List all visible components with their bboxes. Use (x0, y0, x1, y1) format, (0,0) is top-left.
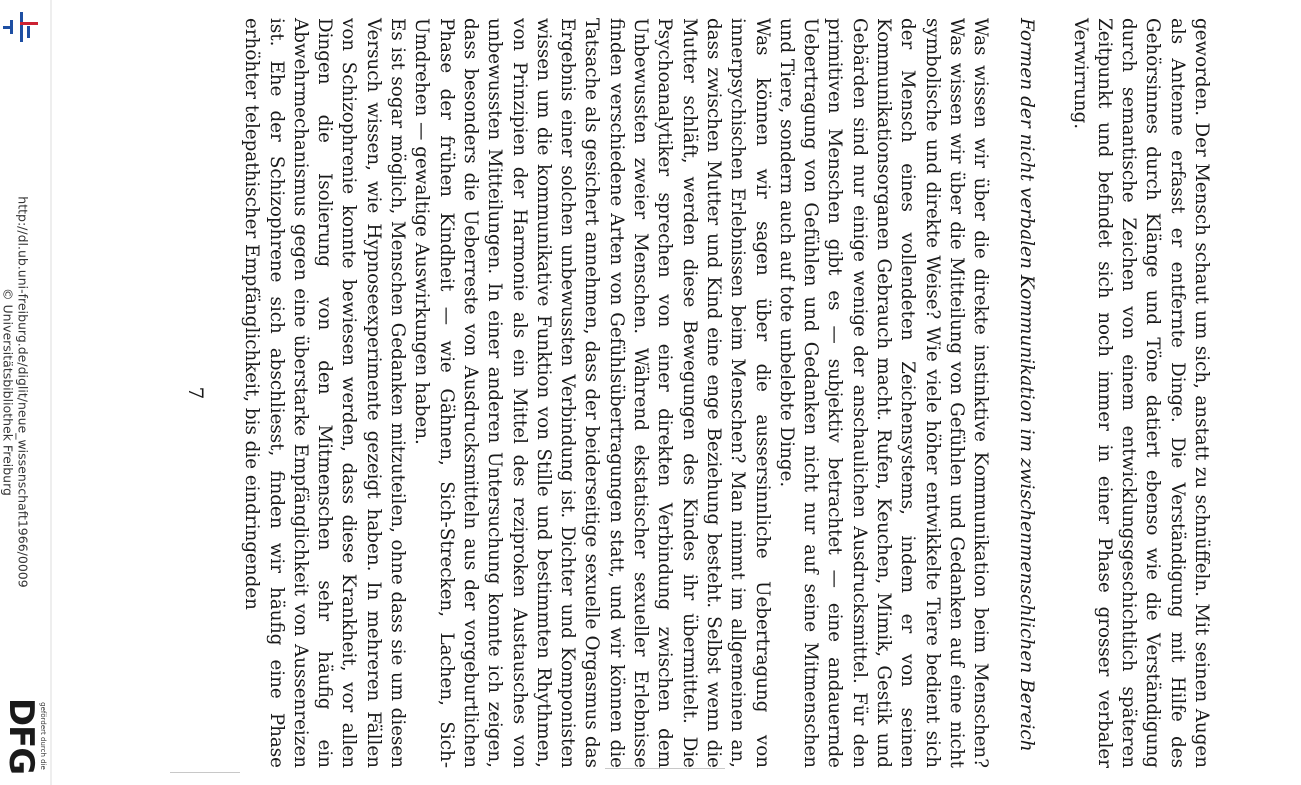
funder-caption: gefördert durch die (39, 702, 47, 770)
page-content-rotated (143, 18, 1243, 768)
body-paragraph-3: Es ist sogar möglich, Menschen Gedanken mitzuteilen, ohne dass sie um diesen Versuch wissen, wie Hypnoseexperimente gezeigt haben. In mehreren Fällen von Schizophrenie konnte bewiesen werden, dass diese Krankheit, vor allen Dingen die Isolierung von den Mitmenschen sehr häufig ein Abwehrmechanismus gegen eine überstarke Empfänglichkeit von Aussenreizen ist. Ehe der Schizophrene sich abschliesst, finden wir häufig eine Phase erhöhter telepathischer Empfänglichkeit, bis die eindringenden (240, 17, 408, 768)
scan-artifact-line (605, 768, 725, 769)
document-url[interactable]: http://dl.ub.uni-freiburg.de/diglit/neue_wissenschaft1966/0009 (15, 196, 31, 588)
scanned-page (90, 0, 1295, 785)
viewer-sidebar (0, 0, 50, 785)
body-paragraph-1: Was wissen wir über die direkte instinktive Kommunikation beim Menschen? Was wissen wir über die Mitteilung von Gefühlen und Gedanken auf eine nicht symbolische und direkte Weise? Wie viele höher entwikkelte Tiere bedient sich der Mensch eines vollendeten Zeichensystems, indem er von seinen Kommunikationsorganen Gebrauch macht. Rufen, Keuchen, Mimik, Gestik und Gebärden sind nur einige wenige der anschaulichen Ausdrucksmittel. Für den primitiven Menschen gibt es — subjektiv betrachtet — eine andauernde Uebertragung von Gefühlen und Gedanken nicht nur auf seine Mitmenschen und Tiere, sondern auch auf tote unbelebte Dinge. (775, 17, 991, 768)
library-logo-icon (0, 4, 44, 48)
copyright-notice: © Universitätsbibliothek Freiburg (0, 288, 16, 496)
body-paragraph-2: Was können wir sagen über die aussersinnliche Uebertragung von innerpsychischen Erlebnissen beim Menschen? Man nimmt im allgemeinen an, dass zwischen Mutter und Kind eine enge Beziehung besteht. Selbst wenn die Mutter schläft, werden diese Bewegungen des Kindes ihr übermittelt. Die Psychoanalytiker sprechen von einer direkten Verbindung zwischen dem Unbewussten zweier Menschen. Während ekstatischer sexueller Erlebnisse finden verschiedene Arten von Gefühlsübertragungen statt, und wir können die Tatsache als gesichert annehmen, dass der beiderseitige sexuelle Orgasmus das Ergebnis einer solchen unbewussten Verbindung ist. Dichter und Komponisten wissen um die kommunikative Funktion von Stille und bestimmten Rhythmen, von Prinzipien der Harmonie als ein Mittel des reziproken Austausches von unbewussten Mitteilungen. In einer anderen Untersuchung konnte ich zeigen, dass besonders die Ueberreste von Ausdrucksmitteln aus der vorgeburtlichen Phase der frühen Kindheit — wie Gähnen, Sich-Strecken, Lachen, Sich-Umdrehen — gewaltige Auswirkungen haben. (410, 17, 773, 768)
intro-paragraph: geworden. Der Mensch schaut um sich, anstatt zu schnüffeln. Mit seinen Augen als Antenne erfasst er entfernte Dinge. Die Verständigung mit Hilfe des Gehörsinnes durch Klänge und Töne datiert ebenso wie die Verständigung durch semantische Zeichen von einem entwicklungsgeschichtlich späteren Zeitpunkt und befindet sich noch immer in einer Phase grosser verbaler Verwirrung. (1069, 17, 1212, 768)
text-column (239, 18, 1213, 768)
scan-edge-divider (50, 0, 52, 785)
dfg-logo: DFG (1, 697, 41, 775)
page-number: 7 (183, 386, 208, 399)
funder-block (0, 688, 50, 785)
section-heading: Formen der nicht verbalen Kommunikation im zwischenmenschlichen Bereich (1015, 17, 1037, 752)
scan-artifact-line (170, 772, 240, 773)
